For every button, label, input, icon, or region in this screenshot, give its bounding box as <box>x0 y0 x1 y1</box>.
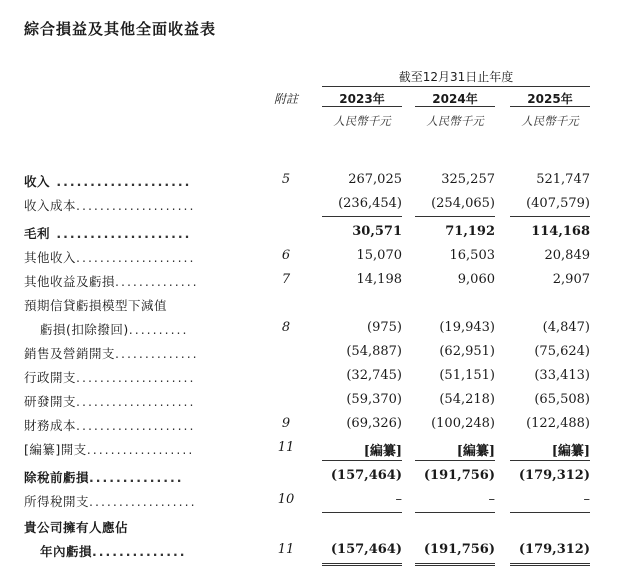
row-label: 研發開支 <box>24 394 77 409</box>
value-2024: (51,151) <box>439 368 495 383</box>
leader-dots: .............. <box>115 346 199 361</box>
subtotal-line <box>510 512 590 513</box>
row-note: 10 <box>277 492 295 507</box>
leader-dots: .......... <box>128 322 189 337</box>
value-2023: 14,198 <box>356 272 402 287</box>
value-2023: [編纂] <box>363 444 402 459</box>
leader-dots: .................... <box>76 418 196 433</box>
row-other-income <box>0 248 622 272</box>
year-underline <box>415 106 495 107</box>
row-other-gains-losses <box>0 272 622 296</box>
value-2023: – <box>395 492 402 507</box>
row-note: 5 <box>281 172 291 187</box>
subtotal-line <box>415 512 495 513</box>
value-2025: (179,312) <box>518 468 590 483</box>
year-underline <box>322 106 402 107</box>
value-2024: (54,218) <box>439 392 495 407</box>
value-2023: 267,025 <box>348 172 402 187</box>
value-2023: (157,464) <box>330 542 402 557</box>
period-header: 截至12月31日止年度 <box>398 70 514 84</box>
unit-label: 人民幣千元 <box>426 114 484 128</box>
row-finance-costs <box>0 416 622 440</box>
row-label: 預期信貸虧損模型下減值 <box>24 298 168 313</box>
leader-dots: .................... <box>76 370 196 385</box>
leader-dots: .............. <box>115 274 199 289</box>
row-label: 其他收益及虧損 <box>24 274 116 289</box>
leader-dots: .................. <box>89 494 197 509</box>
subtotal-line <box>322 512 402 513</box>
value-2024: (100,248) <box>431 416 495 431</box>
value-2025: 2,907 <box>552 272 590 287</box>
period-underline <box>322 86 590 87</box>
unit-label: 人民幣千元 <box>521 114 579 128</box>
row-loss-before-tax <box>0 468 622 492</box>
total-double-line <box>415 563 495 566</box>
value-2023: (32,745) <box>346 368 402 383</box>
row-rnd-expenses <box>0 392 622 416</box>
value-2024: (191,756) <box>423 542 495 557</box>
value-2023: (69,326) <box>346 416 402 431</box>
value-2024: 71,192 <box>445 224 495 239</box>
row-label: 其他收入 <box>24 250 77 265</box>
row-note: 9 <box>281 416 291 431</box>
row-selling-marketing <box>0 344 622 368</box>
row-label: 年內虧損 <box>40 544 93 559</box>
value-2025: (407,579) <box>526 196 590 211</box>
value-2024: (254,065) <box>431 196 495 211</box>
row-label: 行政開支 <box>24 370 77 385</box>
subtotal-line <box>510 216 590 217</box>
row-ecl-heading <box>0 296 622 320</box>
row-note: 6 <box>281 248 291 263</box>
row-label: 財務成本 <box>24 418 77 433</box>
leader-dots: .............. <box>92 544 187 559</box>
row-label: 貴公司擁有人應佔 <box>24 520 129 535</box>
row-label: 除稅前虧損 <box>24 470 90 485</box>
row-note: 11 <box>277 440 295 455</box>
value-2025: (65,508) <box>534 392 590 407</box>
value-2023: 15,070 <box>356 248 402 263</box>
value-2024: [編纂] <box>456 444 495 459</box>
statement-title: 綜合損益及其他全面收益表 <box>24 20 217 38</box>
value-2024: (19,943) <box>439 320 495 335</box>
subtotal-line <box>415 460 495 461</box>
value-2025: 521,747 <box>536 172 590 187</box>
leader-dots: .................... <box>76 198 196 213</box>
row-note: 8 <box>281 320 291 335</box>
row-revenue <box>0 172 622 196</box>
row-label: 虧損(扣除撥回) <box>40 322 129 337</box>
year-2024-header: 2024年 <box>432 92 478 106</box>
subtotal-line <box>322 460 402 461</box>
row-admin-expenses <box>0 368 622 392</box>
subtotal-line <box>510 460 590 461</box>
year-2025-header: 2025年 <box>527 92 573 106</box>
subtotal-line <box>415 216 495 217</box>
total-double-line <box>510 563 590 566</box>
value-2023: (157,464) <box>330 468 402 483</box>
value-2024: (62,951) <box>439 344 495 359</box>
leader-dots: .................... <box>76 394 196 409</box>
subtotal-line <box>322 216 402 217</box>
row-impairment-loss <box>0 320 622 344</box>
year-underline <box>510 106 590 107</box>
value-2023: 30,571 <box>352 224 402 239</box>
row-gross-profit <box>0 224 622 248</box>
year-2023-header: 2023年 <box>339 92 385 106</box>
value-2025: (75,624) <box>534 344 590 359</box>
leader-dots: .................... <box>50 174 192 189</box>
leader-dots: .............. <box>89 470 184 485</box>
total-double-line <box>322 563 402 566</box>
value-2025: (33,413) <box>534 368 590 383</box>
row-label: 收入成本 <box>24 198 77 213</box>
value-2025: [編纂] <box>551 444 590 459</box>
row-label: 收入 <box>24 174 51 189</box>
value-2023: (59,370) <box>346 392 402 407</box>
row-label: 所得稅開支 <box>24 494 90 509</box>
row-attributable-heading <box>0 518 622 542</box>
row-label: [編纂]開支 <box>24 442 87 457</box>
row-label: 銷售及營銷開支 <box>24 346 116 361</box>
value-2025: (4,847) <box>542 320 590 335</box>
row-label: 毛利 <box>24 226 51 241</box>
value-2025: 20,849 <box>544 248 590 263</box>
value-2024: 325,257 <box>441 172 495 187</box>
value-2025: (179,312) <box>518 542 590 557</box>
leader-dots: .................. <box>86 442 195 457</box>
note-column-header: 附註 <box>273 92 298 106</box>
leader-dots: .................... <box>50 226 192 241</box>
value-2023: (54,887) <box>346 344 402 359</box>
value-2025: 114,168 <box>531 224 590 239</box>
value-2024: 9,060 <box>457 272 495 287</box>
row-note: 11 <box>277 542 295 557</box>
value-2023: (236,454) <box>338 196 402 211</box>
row-note: 7 <box>281 272 291 287</box>
value-2024: (191,756) <box>423 468 495 483</box>
leader-dots: .................... <box>76 250 196 265</box>
unit-label: 人民幣千元 <box>333 114 391 128</box>
value-2024: – <box>488 492 495 507</box>
value-2025: – <box>583 492 590 507</box>
value-2025: (122,488) <box>526 416 590 431</box>
value-2024: 16,503 <box>449 248 495 263</box>
value-2023: (975) <box>367 320 402 335</box>
